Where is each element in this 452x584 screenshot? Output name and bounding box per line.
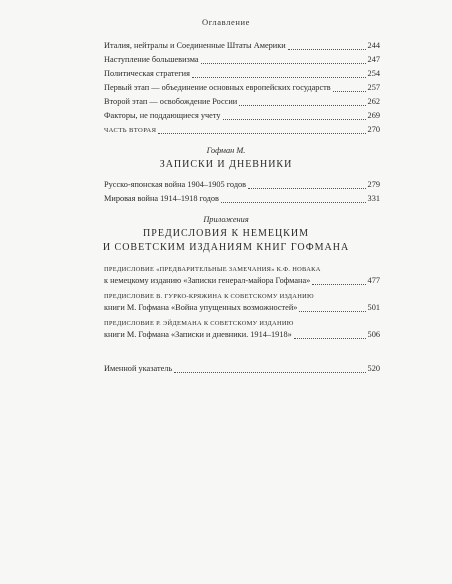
toc-entry[interactable]: [104, 69, 380, 81]
toc-entry-page: 520: [367, 364, 380, 373]
leader-dots: [158, 127, 365, 134]
toc-entry[interactable]: [104, 194, 380, 206]
toc-entry-page: 262: [367, 97, 380, 106]
toc-entry[interactable]: [104, 303, 380, 315]
toc-entry-page: 279: [367, 180, 380, 189]
toc-entry-title: книги М. Гофмана «Записки и дневники. 1914–1918»: [104, 330, 292, 339]
toc-entry-title: Первый этап — объединение основных европейских государств: [104, 83, 331, 92]
section-title: ЗАПИСКИ И ДНЕВНИКИ: [159, 159, 293, 170]
toc-entry[interactable]: [104, 55, 380, 67]
toc-entry-index[interactable]: [104, 364, 380, 376]
toc-entry-page: 269: [367, 111, 380, 120]
leader-dots: [333, 85, 366, 92]
toc-entry-page: 247: [367, 55, 380, 64]
toc-entry-title: ЧАСТЬ ВТОРАЯ: [104, 127, 157, 134]
preface-heading: ПРЕДИСЛОВИЕ «ПРЕДВАРИТЕЛЬНЫЕ ЗАМЕЧАНИЯ» К.Ф. НОВАКА: [104, 266, 321, 273]
toc-entry[interactable]: [104, 330, 380, 342]
section-author: Гофман М.: [206, 146, 246, 155]
toc-entry-title: Италия, нейтралы и Соединенные Штаты Америки: [104, 41, 286, 50]
toc-entry-title: Наступление большевизма: [104, 55, 199, 64]
preface-heading: ПРЕДИСЛОВИЕ В. ГУРКО-КРЯЖИНА К СОВЕТСКОМУ ИЗДАНИЮ: [104, 293, 314, 300]
toc-entry-page: 254: [367, 69, 380, 78]
toc-entry[interactable]: [104, 97, 380, 109]
appendix-title-line1: ПРЕДИСЛОВИЯ К НЕМЕЦКИМ: [143, 228, 309, 239]
leader-dots: [223, 113, 366, 120]
leader-dots: [248, 182, 365, 189]
toc-entry-title: Факторы, не поддающиеся учету: [104, 111, 221, 120]
toc-entry-title: к немецкому изданию «Записки генерал-майора Гофмана»: [104, 276, 311, 285]
leader-dots: [174, 366, 365, 373]
appendix-title-line2: И СОВЕТСКИМ ИЗДАНИЯМ КНИГ ГОФМАНА: [102, 242, 350, 253]
running-header: Оглавление: [202, 17, 250, 27]
leader-dots: [288, 43, 366, 50]
toc-entry-page: 257: [367, 83, 380, 92]
leader-dots: [221, 196, 366, 203]
toc-entry[interactable]: [104, 111, 380, 123]
toc-entry-title: Мировая война 1914–1918 годов: [104, 194, 219, 203]
leader-dots: [192, 71, 366, 78]
toc-entry-title: книги М. Гофмана «Война упущенных возможностей»: [104, 303, 298, 312]
toc-entry-page: 244: [367, 41, 380, 50]
appendix-label: Приложения: [203, 215, 249, 224]
toc-entry-part[interactable]: [104, 125, 380, 137]
leader-dots: [299, 305, 365, 312]
leader-dots: [312, 278, 365, 285]
toc-entry-title: Русско-японская война 1904–1905 годов: [104, 180, 247, 189]
toc-entry-page: 501: [367, 303, 380, 312]
toc-entry-page: 331: [367, 194, 380, 203]
leader-dots: [201, 57, 366, 64]
toc-entry-page: 270: [367, 125, 380, 134]
leader-dots: [294, 332, 366, 339]
toc-entry-page: 477: [367, 276, 380, 285]
toc-entry-title: Именной указатель: [104, 364, 173, 373]
toc-entry-page: 506: [367, 330, 380, 339]
toc-entry[interactable]: [104, 180, 380, 192]
toc-entry-title: Политическая стратегия: [104, 69, 190, 78]
preface-heading: ПРЕДИСЛОВИЕ Р. ЭЙДЕМАНА К СОВЕТСКОМУ ИЗДАНИЮ: [104, 320, 294, 327]
toc-entry[interactable]: [104, 83, 380, 95]
toc-entry[interactable]: [104, 41, 380, 53]
toc-entry[interactable]: [104, 276, 380, 288]
toc-entry-title: Второй этап — освобождение России: [104, 97, 238, 106]
leader-dots: [239, 99, 365, 106]
